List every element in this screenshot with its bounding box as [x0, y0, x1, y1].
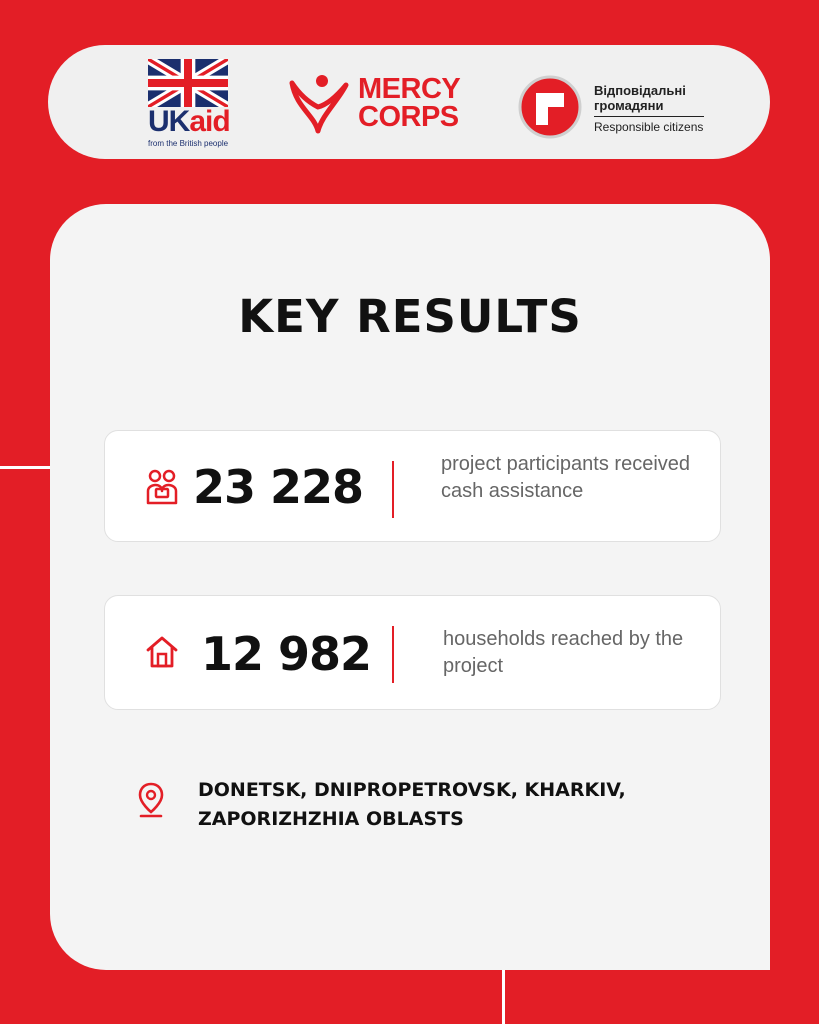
mercy-corps-wordmark: MERCY CORPS	[358, 73, 461, 133]
decorative-line-left	[0, 466, 50, 469]
house-icon	[145, 634, 179, 670]
households-count: 12 982	[201, 627, 372, 681]
participants-description: project participants received cash assistance	[441, 453, 691, 502]
key-results-card	[50, 204, 770, 970]
ukaid-wordmark: UKaid	[148, 105, 230, 138]
logo-divider	[594, 116, 704, 117]
ukaid-logo	[148, 59, 228, 149]
mercy-corps-figure-icon	[288, 71, 350, 135]
responsible-citizens-ua-name: Відповідальні громадяни	[594, 83, 686, 113]
participants-count: 23 228	[193, 460, 364, 514]
oblasts-list: DONETSK, DNIPROPETROVSK, KHARKIV, ZAPORIZHZHIA OBLASTS	[198, 779, 626, 830]
responsible-citizens-en-name: Responsible citizens	[594, 120, 704, 134]
stat-divider	[392, 626, 394, 683]
page-title: KEY RESULTS	[238, 290, 582, 343]
mercy-corps-logo	[288, 71, 478, 135]
households-description: households reached by the project	[443, 628, 684, 677]
decorative-line-bottom	[502, 968, 505, 1024]
responsible-citizens-logo	[518, 73, 718, 143]
people-icon	[145, 469, 179, 505]
location-pin-icon	[138, 782, 164, 818]
stat-divider	[392, 461, 394, 518]
partner-logos-bar	[48, 45, 770, 159]
union-jack-flag-icon	[148, 59, 228, 107]
ukaid-tagline: from the British people	[148, 139, 229, 148]
stat-card-participants	[104, 430, 721, 542]
stat-card-households	[104, 595, 721, 710]
responsible-citizens-emblem-icon	[518, 75, 582, 139]
